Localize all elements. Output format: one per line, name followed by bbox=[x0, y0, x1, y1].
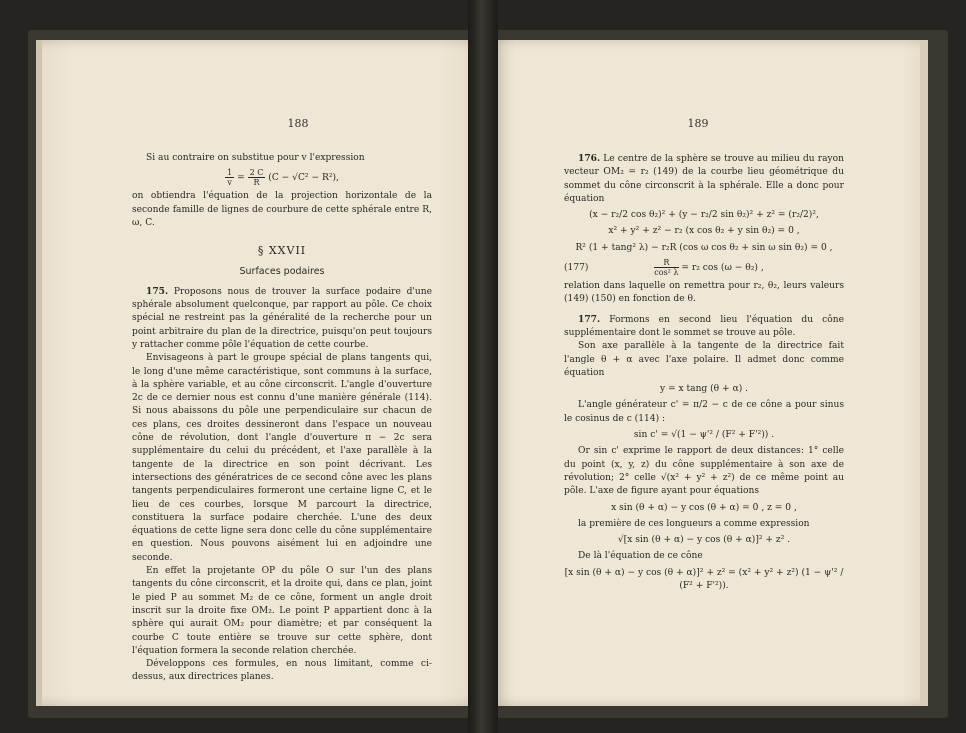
paragraph-en-effet: En effet la projetante OP du pôle O sur l'un des plans tangents du cône circonscrit, et la droite qui, dans ce plan, joint le pied P au sommet M₂ de ce cône, forment un angle droit inscrit sur la droite fixe OM₂. Le point P appartient donc à la sphère qui aurait OM₂ pour diamètre; et par conséquent la courbe C toute entière se trouve sur cette sphère, dont l'équation formera la seconde relation cherchée. bbox=[132, 566, 432, 656]
equation-177: (177) $\frac{R}{\text{cos² λ}}$ = r₂ cos (ω − θ₂) , bbox=[564, 258, 764, 278]
equation-sphere: (x − r₂/2 cos θ₂)² + (y − r₂/2 sin θ₂)² + z² = (r₂/2)², bbox=[589, 210, 819, 221]
page-number-left: 188 bbox=[287, 117, 309, 130]
page-number-right: 189 bbox=[687, 117, 709, 130]
equation-axis: x sin (θ + α) − y cos (θ + α) = 0 , z = 0 , bbox=[611, 502, 797, 513]
right-page-text bbox=[564, 152, 844, 596]
equation-1: $\frac{1}{v}$ = $\frac{2 C}{R}$ (C − √C² − R²), bbox=[227, 168, 339, 188]
section-heading: Surfaces podaires bbox=[239, 266, 325, 278]
paragraph-son-axe: Son axe parallèle à la tangente de la directrice fait l'angle θ + α avec l'axe polaire. Il admet donc comme équation bbox=[564, 341, 844, 378]
paragraph-or: Or sin c' exprime le rapport de deux distances: 1° celle du point (x, y, z) du cône supplémentaire à son axe de révolution; 2° celle √(x² + y² + z²) de ce même point au pôle. L'axe de figure ayant pour équations bbox=[564, 446, 844, 497]
equation-length: √[x sin (θ + α) − y cos (θ + α)]² + z² . bbox=[617, 535, 791, 546]
paragraph-176: 176. Le centre de la sphère se trouve au milieu du rayon vecteur OM₂ = r₂ (149) de la courbe lieu géométrique du sommet du cône circonscrit à la sphérale. Elle a donc pour équation bbox=[564, 153, 844, 204]
paragraph-developpons: Développons ces formules, en nous limitant, comme ci-dessus, aux directrices planes. bbox=[132, 659, 432, 683]
paragraph-first-length: la première de ces longueurs a comme expression bbox=[578, 518, 810, 529]
left-page bbox=[36, 40, 484, 706]
equation-sphere-r: R² (1 + tang² λ) − r₂R (cos ω cos θ₂ + sin ω sin θ₂) = 0 , bbox=[575, 242, 833, 253]
paragraph-angle: L'angle générateur c' = π/2 − c de ce cône a pour sinus le cosinus de c (114) : bbox=[564, 400, 844, 424]
left-page-text bbox=[132, 152, 432, 685]
page-edge-left bbox=[36, 40, 42, 706]
paragraph-177: 177. Formons en second lieu l'équation du cône supplémentaire dont le sommet se trouve au pôle. bbox=[564, 313, 844, 338]
intro-line: Si au contraire on substitue pour v l'expression bbox=[146, 153, 365, 163]
equation-sphere-expanded: x² + y² + z² − r₂ (x cos θ₂ + y sin θ₂) = 0 , bbox=[608, 226, 800, 237]
right-page bbox=[490, 40, 928, 706]
section-title: § XXVII bbox=[257, 244, 307, 258]
book-gutter bbox=[468, 0, 498, 733]
after-equation-1: on obtiendra l'équation de la projection horizontale de la seconde famille de lignes de courbure de cette sphérale entre R, ω, C. bbox=[132, 191, 432, 228]
paragraph-envisageons: Envisageons à part le groupe spécial de plans tangents qui, le long d'une même caractéristique, sont communs à la surface, à la sphère variable, et au cône circonscrit. L'angle d'ouverture 2c de ce dernier nous est connu d'une manière générale (114). Si nous abaissons du pôle une perpendiculaire sur chacun de ces plans, ces droites dessineront dans l'espace un nouveau cône de révolution, dont l'angle d'ouverture π − 2c sera supplémentaire du celui du précédent, et l'axe parallèle à la tangente de la directrice en son point décrivant. Les intersections des génératrices de ce second cône avec les plans tangents perpendiculaires formeront une certaine ligne C, et le lieu de ces courbes, lorsque M parcourt la directrice, constituera la surface podaire cherchée. L'une des deux équations de cette ligne sera donc celle du cône supplémentaire en question. Nous pouvons aisément lui en adjoindre une seconde. bbox=[132, 353, 432, 563]
paragraph-175: 175. Proposons nous de trouver la surface podaire d'une sphérale absolument quelconque, par rapport au pôle. Ce choix spécial ne restreint pas la généralité de la recherche pour un point arbitraire du plan de la directrice, puisqu'on peut toujours y rattacher comme pôle l'équation de cette courbe. bbox=[132, 285, 432, 350]
equation-axis-line: y = x tang (θ + α) . bbox=[659, 384, 749, 395]
equation-cone: [x sin (θ + α) − y cos (θ + α)]² + z² = (x² + y² + z²) (1 − ψ'² / (F² + F'²)). bbox=[564, 567, 844, 592]
after-equation-177: relation dans laquelle on remettra pour r₂, θ₂, leurs valeurs (149) (150) en fonction de θ. bbox=[564, 281, 844, 305]
page-edge-right bbox=[920, 40, 928, 706]
equation-sin: sin c' = √(1 − ψ'² / (F² + F'²)) . bbox=[633, 430, 775, 441]
paragraph-de-la: De là l'équation de ce cône bbox=[578, 551, 703, 562]
